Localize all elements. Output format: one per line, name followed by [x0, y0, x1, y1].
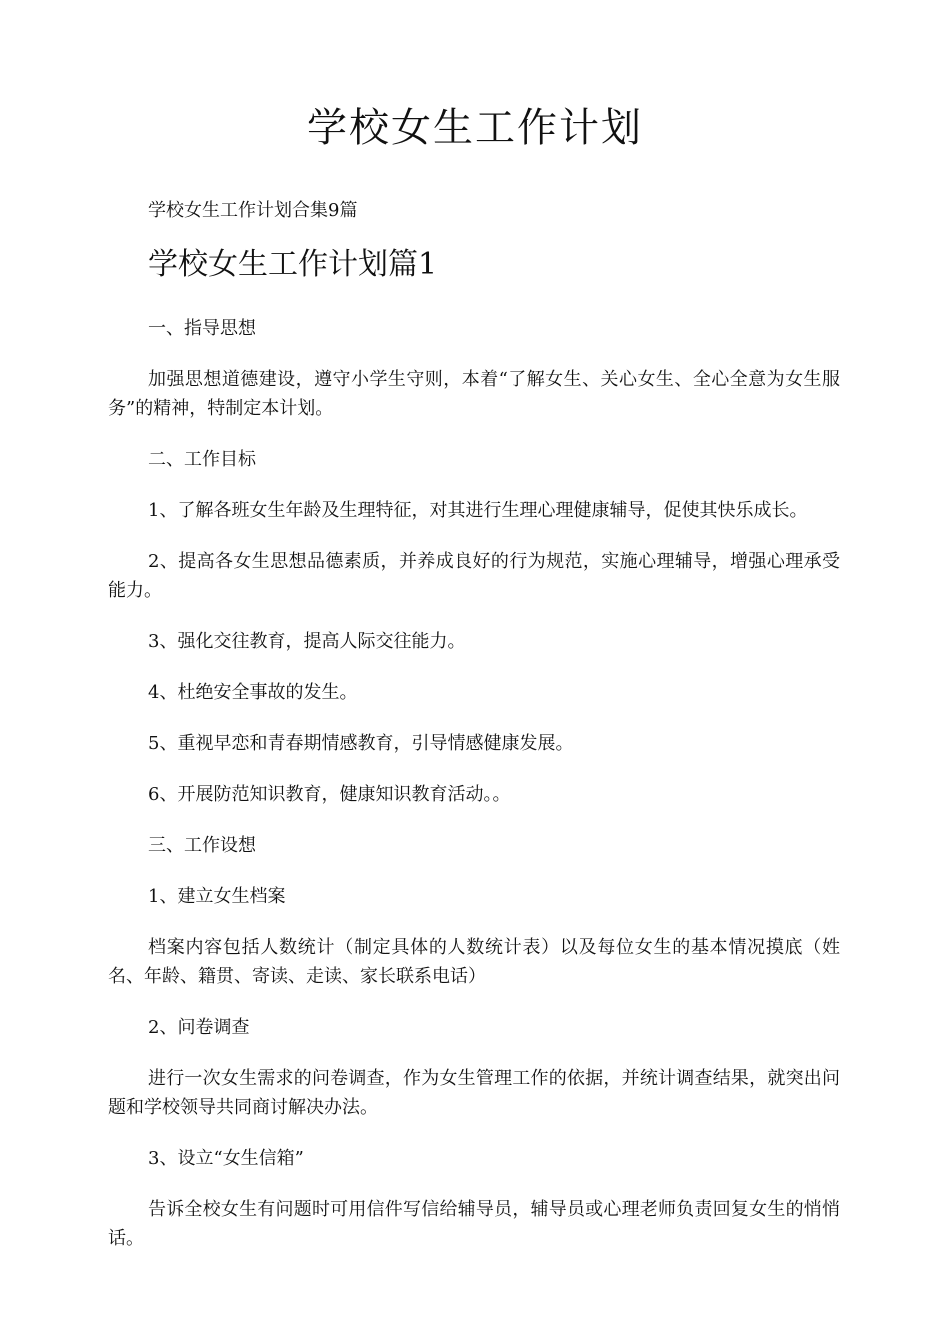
document-subtitle: 学校女生工作计划合集9篇 [148, 200, 358, 221]
goal-item-6: 6、开展防范知识教育，健康知识教育活动。。 [148, 784, 511, 805]
goal-item-2: 2、提高各女生思想品德素质，并养成良好的行为规范，实施心理辅导，增强心理承受能力。 [108, 551, 840, 601]
plan-item-1-title: 1、建立女生档案 [148, 886, 286, 907]
document-title: 学校女生工作计划 [307, 105, 643, 151]
goal-item-4: 4、杜绝安全事故的发生。 [148, 682, 358, 703]
document-body [108, 314, 840, 1275]
plan-item-2-title: 2、问卷调查 [148, 1017, 250, 1038]
paragraph-guiding-ideology: 加强思想道德建设，遵守小学生守则，本着“了解女生、关心女生、全心全意为女生服务”的精神，特制定本计划。 [108, 369, 840, 419]
heading-work-goals: 二、工作目标 [148, 449, 256, 470]
plan-item-3-body: 告诉全校女生有问题时可用信件写信给辅导员，辅导员或心理老师负责回复女生的悄悄话。 [108, 1199, 840, 1249]
heading-work-plans: 三、工作设想 [148, 835, 256, 856]
heading-guiding-ideology: 一、指导思想 [148, 318, 256, 339]
goal-item-3: 3、强化交往教育，提高人际交往能力。 [148, 631, 466, 652]
goal-item-5: 5、重视早恋和青春期情感教育，引导情感健康发展。 [148, 733, 574, 754]
plan-item-1-body: 档案内容包括人数统计（制定具体的人数统计表）以及每位女生的基本情况摸底（姓名、年龄、籍贯、寄读、走读、家长联系电话） [108, 937, 840, 987]
plan-item-2-body: 进行一次女生需求的问卷调查，作为女生管理工作的依据，并统计调查结果，就突出问题和学校领导共同商讨解决办法。 [108, 1068, 840, 1118]
plan-item-3-title: 3、设立“女生信箱” [148, 1148, 304, 1169]
goal-item-1: 1、了解各班女生年龄及生理特征，对其进行生理心理健康辅导，促使其快乐成长。 [148, 500, 808, 521]
section-heading: 学校女生工作计划篇1 [148, 247, 438, 282]
